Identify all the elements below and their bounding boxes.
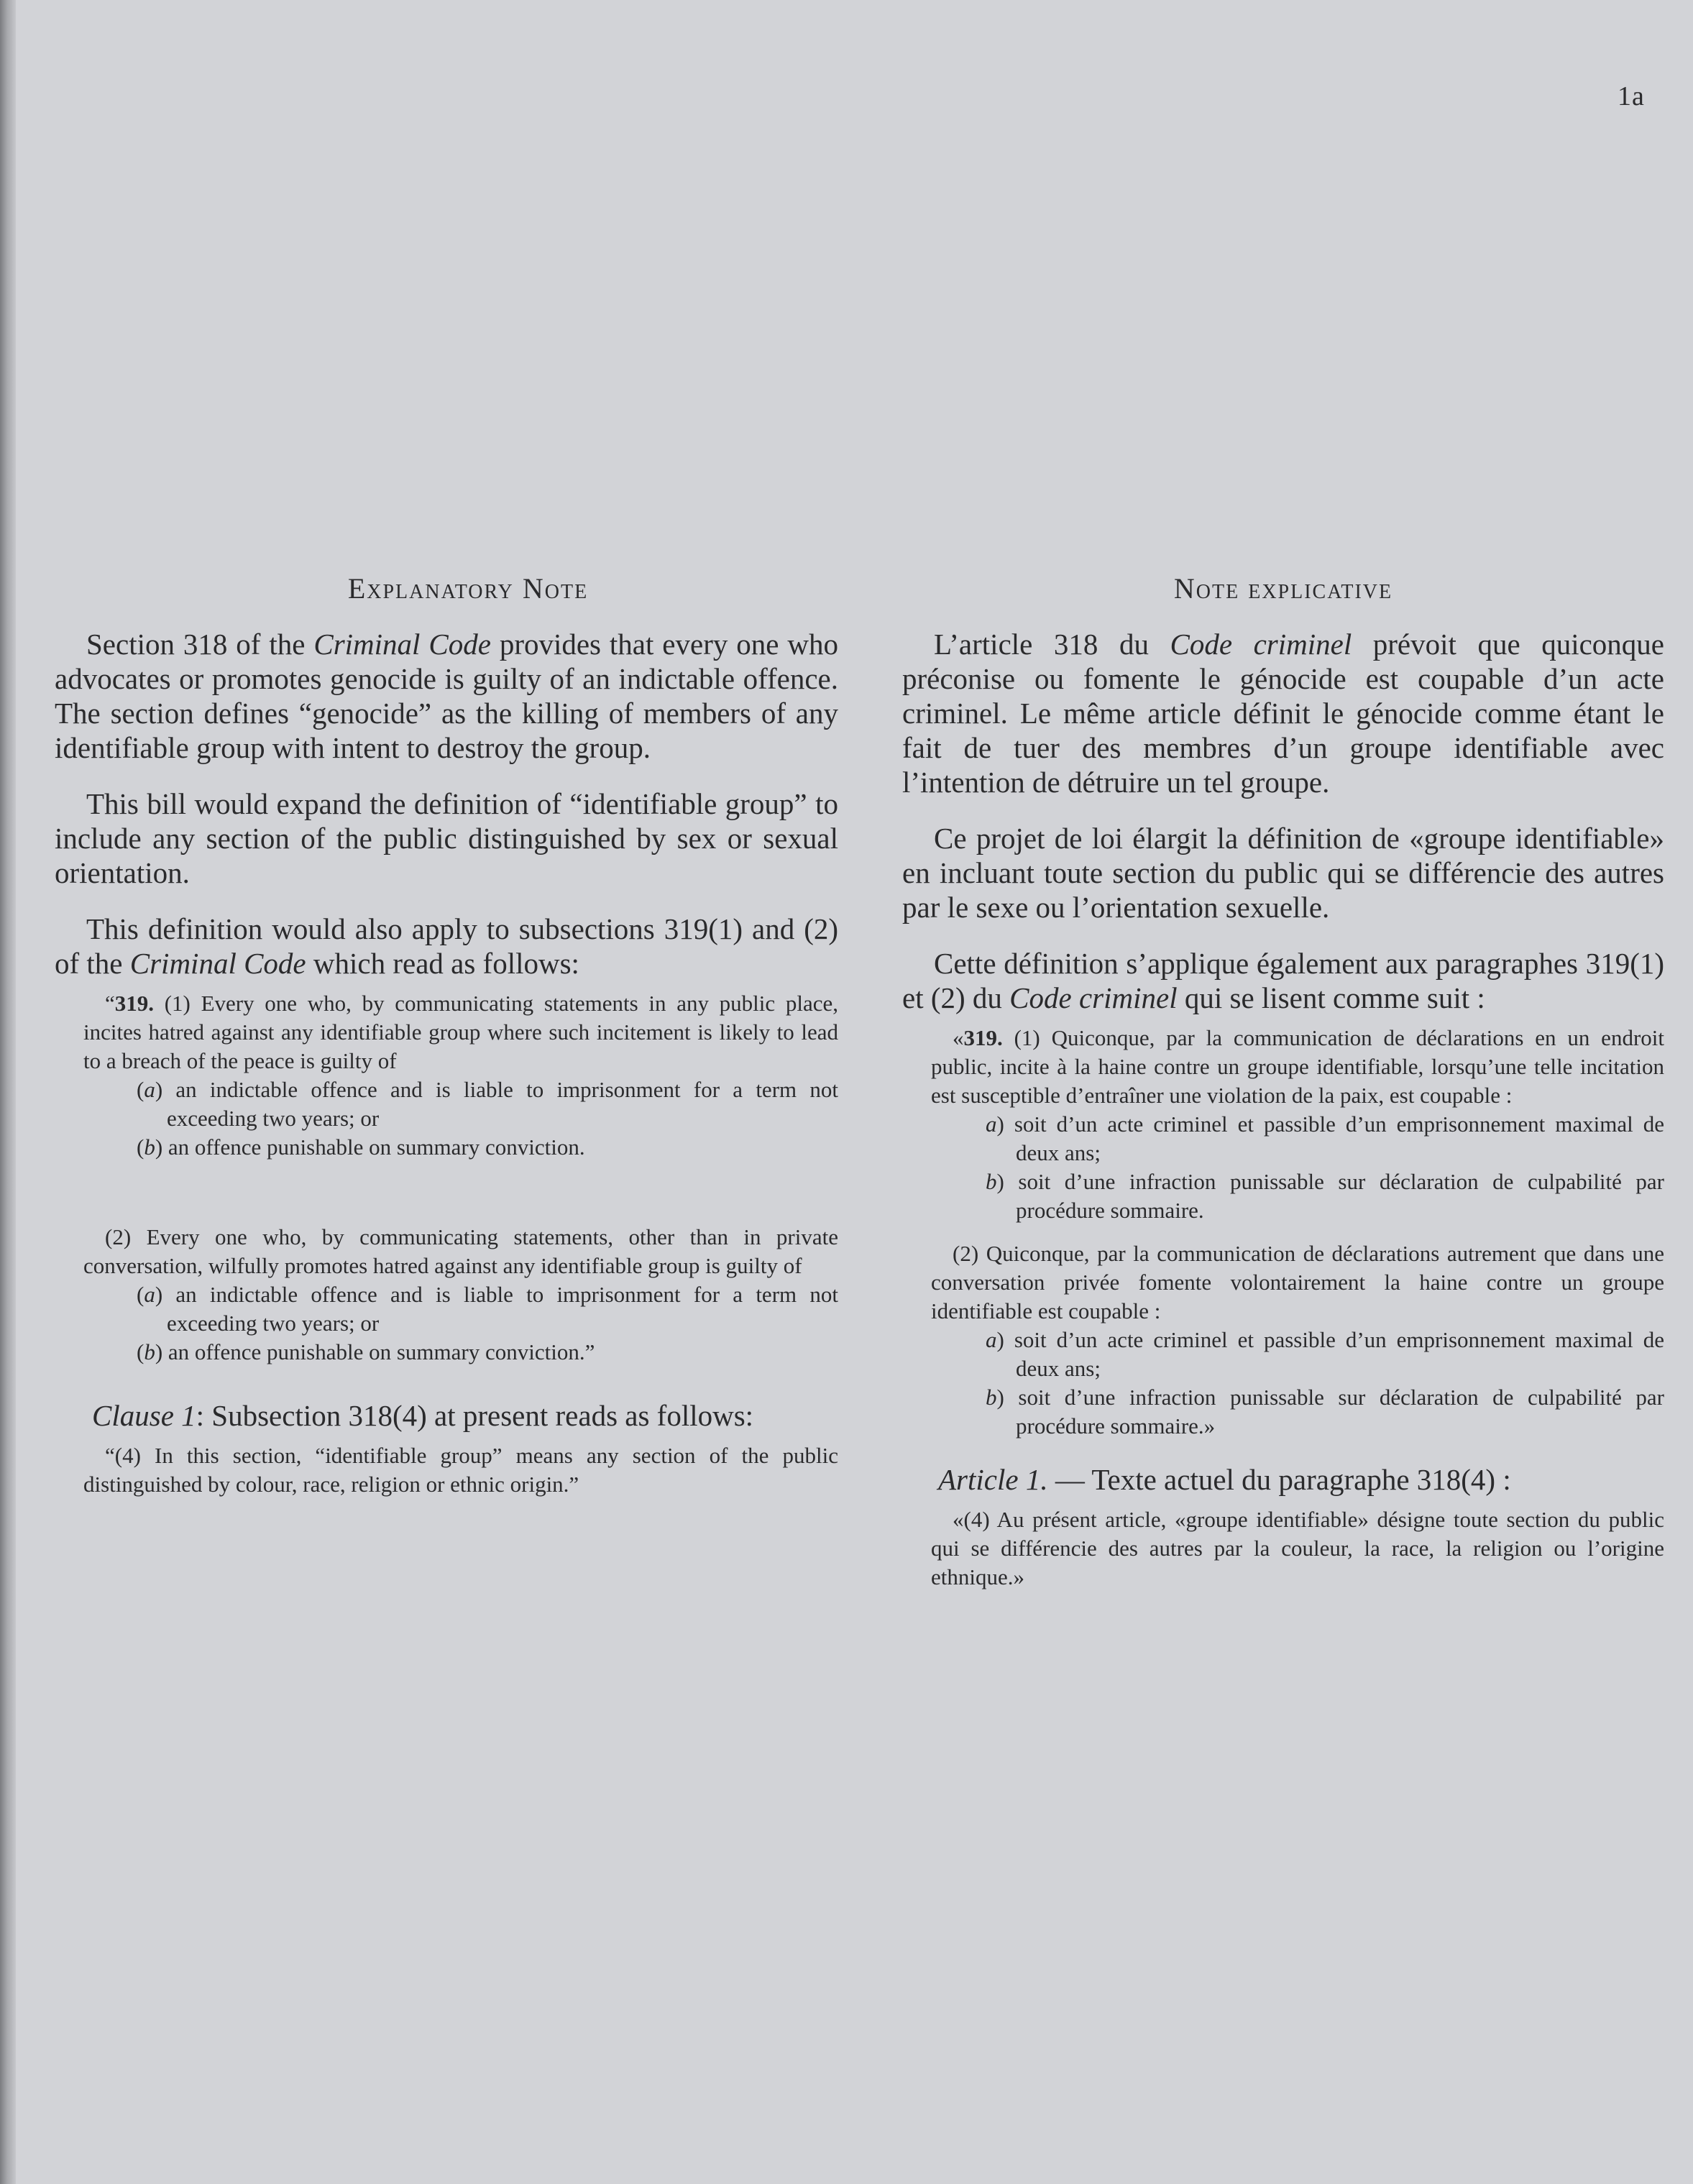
french-319-1-b: b) soit d’une infraction punissable sur déclaration de culpabilité par procédure sommaire. [986,1169,1664,1223]
english-paragraph-2: This bill would expand the definition of “identifiable group” to include any section of the public distinguished by sex or sexual orientation. [55,787,838,889]
french-319-1-text: «319. (1) Quiconque, par la communication de déclarations en un endroit public, incite à la haine contre un groupe identifiable, lorsqu’une telle incitation est susceptible d’entraîner une violation de la paix, est coupable : [931,1025,1664,1108]
french-319-2-a: a) soit d’un acte criminel et passible d’un emprisonnement maximal de deux ans; [986,1327,1664,1381]
french-paragraph-2: Ce projet de loi élargit la définition de «groupe identifiable» en incluant toute section du public qui se différencie des autres par le sexe ou l’orientation sexuelle. [902,822,1664,924]
french-section-318-4 [931,1505,1664,1592]
english-column [55,572,838,1499]
french-319-2-text: (2) Quiconque, par la communication de déclarations autrement que dans une conversation privée fomente volontairement la haine contre un groupe identifiable est coupable : [931,1241,1664,1323]
english-section-318-4 [83,1441,838,1499]
english-319-1-b: (b) an offence punishable on summary conviction. [137,1134,585,1160]
english-319-2-a: (a) an indictable offence and is liable to imprisonment for a term not exceeding two years; or [137,1282,838,1336]
french-paragraph-3: Cette définition s’applique également aux paragraphes 319(1) et (2) du Code criminel qui se lisent comme suit : [902,947,1664,1014]
english-319-2-text: (2) Every one who, by communicating statements, other than in private conversation, wilfully promotes hatred against any identifiable group is guilty of [83,1224,838,1278]
french-section-319-1 [931,1024,1664,1225]
french-319-2-b: b) soit d’une infraction punissable sur déclaration de culpabilité par procédure sommaire.» [986,1385,1664,1439]
english-paragraph-3: This definition would also apply to subsections 319(1) and (2) of the Criminal Code which read as follows: [55,912,838,980]
french-heading: Note explicative [1173,572,1393,605]
english-318-4-text: “(4) In this section, “identifiable group” means any section of the public distinguished by colour, race, religion or ethnic origin.” [83,1443,838,1497]
page-number: 1a [1618,81,1645,111]
english-319-2-b: (b) an offence punishable on summary conviction.” [137,1339,595,1364]
english-319-1-text: “319. (1) Every one who, by communicating statements in any public place, incites hatred against any identifiable group where such incitement is likely to lead to a breach of the peace is guilty of [83,991,838,1073]
english-heading: Explanatory Note [347,572,589,605]
french-section-319-2 [931,1239,1664,1441]
french-318-4-text: «(4) Au présent article, «groupe identifiable» désigne toute section du public qui se différencie des autres par la couleur, la race, la religion ou l’origine ethnique.» [931,1507,1664,1589]
english-section-319-1 [83,989,838,1162]
french-column [902,572,1664,1592]
english-section-319-2 [83,1223,838,1367]
english-clause-1: Clause 1: Subsection 318(4) at present reads as follows: [92,1399,754,1432]
french-article-1: Article 1. — Texte actuel du paragraphe 318(4) : [938,1463,1511,1496]
french-paragraph-1: L’article 318 du Code criminel prévoit que quiconque préconise ou fomente le génocide est coupable d’un acte criminel. Le même article définit le génocide comme étant le fait de tuer des membres d’un groupe identifiable avec l’intention de détruire un tel groupe. [902,628,1664,799]
english-319-1-a: (a) an indictable offence and is liable to imprisonment for a term not exceeding two years; or [137,1077,838,1131]
english-paragraph-1: Section 318 of the Criminal Code provides that every one who advocates or promotes genocide is guilty of an indictable offence. The section defines “genocide” as the killing of members of any identifiable group with intent to destroy the group. [55,628,838,764]
binding-edge [0,0,16,2184]
french-319-1-a: a) soit d’un acte criminel et passible d’un emprisonnement maximal de deux ans; [986,1111,1664,1165]
